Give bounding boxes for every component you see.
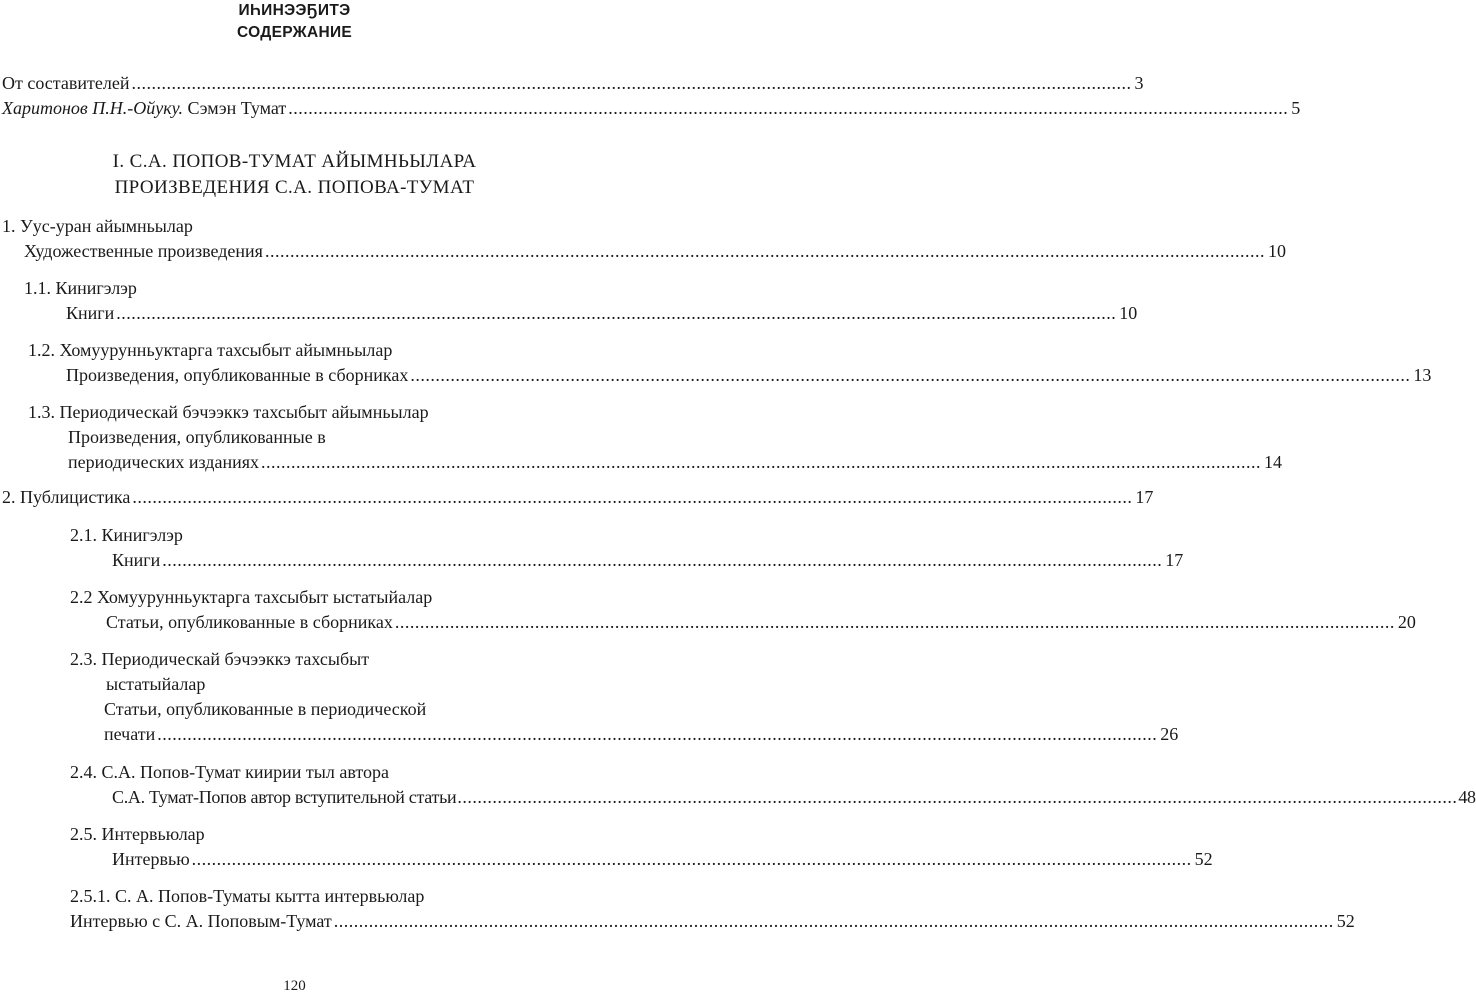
toc-entry-1-2-yakut: 1.2. Хомуурунньуктарга тахсыбыт айымньылар (28, 340, 393, 360)
toc-entry-article (2, 97, 1301, 119)
page-number: 120 (283, 978, 306, 994)
toc-entry-2-1-yakut: 2.1. Кинигэлэр (70, 525, 183, 545)
toc-entry-1-3 (68, 451, 1282, 473)
toc-entry-2-3 (104, 723, 1179, 745)
toc-entry-2-3-russian: Статьи, опубликованные в периодической (104, 699, 427, 719)
toc-entry-2-1 (112, 549, 1184, 571)
toc-page-number: 52 (1336, 911, 1355, 931)
dot-leader: ........................................................................................................................................................................................................ (157, 724, 1158, 744)
toc-title-russian: СОДЕРЖАНИЕ (236, 24, 353, 41)
toc-entry-label: От составителей (2, 73, 130, 93)
toc-entry-2-4 (112, 786, 1476, 808)
toc-entry-label: Сэмэн Тумат (187, 98, 287, 118)
toc-entry-2 (2, 486, 1154, 508)
toc-entry-label: Статьи, опубликованные в сборниках (106, 612, 393, 632)
toc-page-number: 10 (1119, 303, 1138, 323)
toc-title-yakut: ИҺИНЭЭҔИТЭ (238, 2, 351, 19)
toc-entry-2-2-yakut: 2.2 Хомуурунньуктарга тахсыбыт ыстатыйалар (70, 587, 433, 607)
toc-entry-2-3-yakut-cont: ыстатыйалар (106, 674, 206, 694)
toc-page-number: 5 (1291, 98, 1301, 118)
toc-entry-1-3-russian: Произведения, опубликованные в (68, 427, 326, 447)
toc-entry-label: периодических изданиях (68, 452, 259, 472)
toc-page-number: 3 (1134, 73, 1144, 93)
toc-entry-2-2 (106, 611, 1416, 633)
dot-leader: ........................................................................................................................................................................................................ (457, 787, 1458, 807)
dot-leader: ........................................................................................................................................................................................................ (288, 98, 1289, 118)
toc-entry-label: Интервью с С. А. Поповым-Тумат (70, 911, 332, 931)
toc-entry-label: 2. Публицистика (2, 487, 131, 507)
toc-entry-2-5 (112, 848, 1213, 870)
dot-leader: ........................................................................................................................................................................................................ (116, 303, 1117, 323)
toc-entry-1-1 (66, 302, 1138, 324)
toc-entry-2-4-yakut: 2.4. С.А. Попов-Тумат киирии тыл автора (70, 762, 390, 782)
toc-entry-2-3-yakut: 2.3. Периодическай бэчээккэ тахсыбыт (70, 649, 370, 669)
toc-entry-2-5-yakut: 2.5. Интервьюлар (70, 824, 205, 844)
dot-leader: ........................................................................................................................................................................................................ (162, 550, 1163, 570)
dot-leader: ........................................................................................................................................................................................................ (132, 487, 1133, 507)
toc-page-number: 26 (1160, 724, 1179, 744)
toc-entry-1-3-yakut: 1.3. Периодическай бэчээккэ тахсыбыт айымньылар (28, 402, 429, 422)
toc-entry-2-5-1-yakut: 2.5.1. С. А. Попов-Туматы кытта интервьюлар (70, 886, 425, 906)
section-heading-line1: I. С.А. ПОПОВ-ТУМАТ АЙЫМНЬЫЛАРА (112, 151, 477, 172)
toc-entry-label: Книги (112, 550, 161, 570)
toc-entry-label: Интервью (112, 849, 190, 869)
toc-entry-label: Книги (66, 303, 115, 323)
toc-page-number: 20 (1397, 612, 1416, 632)
toc-entry-label: С.А. Тумат-Попов автор вступительной статьи (112, 787, 457, 807)
dot-leader: ........................................................................................................................................................................................................ (191, 849, 1192, 869)
toc-page-number: 14 (1264, 452, 1282, 472)
toc-entry-label: печати (104, 724, 156, 744)
toc-page-number: 52 (1194, 849, 1213, 869)
toc-entry-1-yakut: 1. Уус-уран айымньылар (2, 216, 193, 236)
toc-page-number: 17 (1135, 487, 1154, 507)
toc-entry-compilers (2, 72, 1144, 94)
toc-entry-label: Произведения, опубликованные в сборниках (66, 365, 409, 385)
toc-entry-author: Харитонов П.Н.-Ойуку. (2, 98, 183, 118)
toc-entry-1 (24, 240, 1286, 262)
dot-leader: ........................................................................................................................................................................................................ (410, 365, 1411, 385)
dot-leader: ........................................................................................................................................................................................................ (131, 73, 1132, 93)
section-heading-line2: ПРОИЗВЕДЕНИЯ С.А. ПОПОВА-ТУМАТ (114, 177, 475, 198)
toc-page-number: 10 (1267, 241, 1286, 261)
dot-leader: ........................................................................................................................................................................................................ (261, 452, 1261, 472)
toc-page-number: 17 (1165, 550, 1184, 570)
toc-entry-label: Художественные произведения (24, 241, 263, 261)
toc-entry-1-2 (66, 364, 1432, 386)
toc-page-number: 48 (1458, 787, 1476, 807)
toc-entry-1-1-yakut: 1.1. Кинигэлэр (24, 278, 137, 298)
toc-entry-2-5-1 (70, 910, 1355, 932)
dot-leader: ........................................................................................................................................................................................................ (394, 612, 1395, 632)
dot-leader: ........................................................................................................................................................................................................ (333, 911, 1334, 931)
toc-page-number: 13 (1413, 365, 1432, 385)
dot-leader: ........................................................................................................................................................................................................ (264, 241, 1265, 261)
